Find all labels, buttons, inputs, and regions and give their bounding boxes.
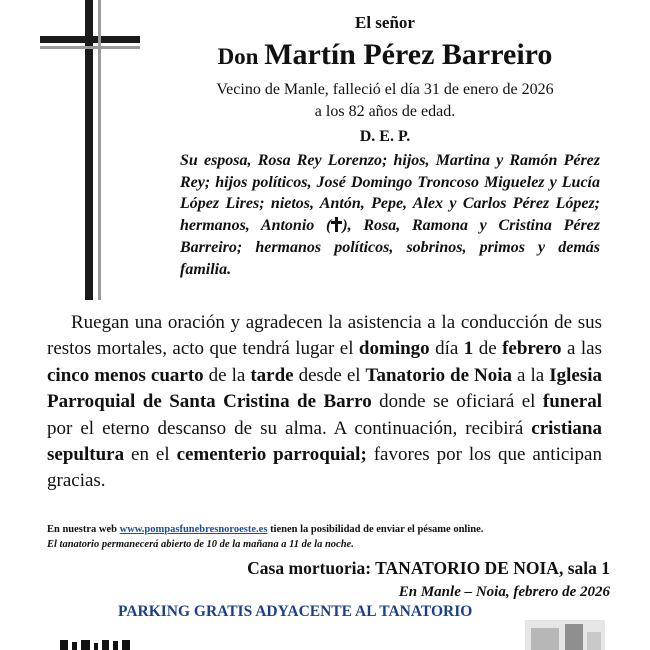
request-text: a las <box>561 338 602 360</box>
request-text: de <box>473 338 503 360</box>
qr-code-icon <box>60 638 150 650</box>
request-month: febrero <box>502 338 562 360</box>
opening-hours: El tanatorio permanecerá abierto de 10 de la mañana a 11 de la noche. <box>47 539 354 550</box>
request-text: por el eterno descanso de su alma. A continuación, recibirá <box>47 417 532 439</box>
pre-title: El señor <box>355 13 415 32</box>
family-paragraph <box>180 150 600 280</box>
family-text-1: Su esposa, Rosa Rey Lorenzo; hijos, Martina y Ramón Pérez Rey; hijos políticos, José Domingo Troncoso Miguelez y Lucía López Lires; nietos, Antón, Pepe, Alex y Carlos Pérez López; hermanos, Antonio ( <box>180 152 600 235</box>
request-text: a la <box>512 364 550 386</box>
cross-icon <box>40 0 140 300</box>
name: Martín Pérez Barreiro <box>264 38 553 71</box>
request-text: favores por los que anticipan gracias. <box>47 444 602 492</box>
title-prefix: Don <box>217 44 265 69</box>
online-note <box>47 524 483 535</box>
parking-note: PARKING GRATIS ADYACENTE AL TANATORIO <box>118 603 473 620</box>
death-info-line1: Vecino de Manle, falleció el día 31 de enero de 2026 <box>216 81 554 98</box>
request-num: 1 <box>463 338 474 360</box>
place-date: En Manle – Noia, febrero de 2026 <box>398 584 610 600</box>
request-text: Ruegan una oración y agradecen la asistencia a la conducción de sus restos mortales, acto que tendrá lugar el <box>47 312 602 360</box>
online-text: En nuestra web <box>47 524 120 535</box>
request-church: Iglesia Parroquial de Santa Cristina de Barro <box>47 364 602 413</box>
small-cross-icon <box>331 217 342 232</box>
request-burial: cristiana sepultura <box>47 417 602 466</box>
request-text: de la <box>203 364 251 386</box>
online-text: tienen la posibilidad de enviar el pésame online. <box>267 524 484 535</box>
request-text: donde se oficiará el <box>371 391 543 413</box>
family-text-2: ), Rosa, Ramona y Cristina Pérez Barreiro; hermanos políticos, sobrinos, primos y demás familia. <box>180 217 600 278</box>
dep: D. E. P. <box>359 128 411 145</box>
request-tarde: tarde <box>250 364 294 386</box>
request-text: desde el <box>293 364 366 386</box>
request-funeral: funeral <box>542 391 603 413</box>
death-info-line2: a los 82 años de edad. <box>314 103 456 120</box>
request-paragraph <box>47 310 602 495</box>
request-cemetery: cementerio parroquial; <box>176 444 367 466</box>
tanatorio-photo <box>525 620 605 650</box>
website-link[interactable]: www.pompasfunebresnoroeste.es <box>119 524 268 535</box>
request-text: día <box>429 338 464 360</box>
request-day: domingo <box>358 338 430 360</box>
deceased-name <box>175 38 595 72</box>
request-text: en el <box>124 444 177 466</box>
mortuary: Casa mortuoria: TANATORIO DE NOIA, sala 1 <box>247 558 610 578</box>
request-tanatorio: Tanatorio de Noia <box>365 364 513 386</box>
request-time: cinco menos cuarto <box>47 364 204 386</box>
